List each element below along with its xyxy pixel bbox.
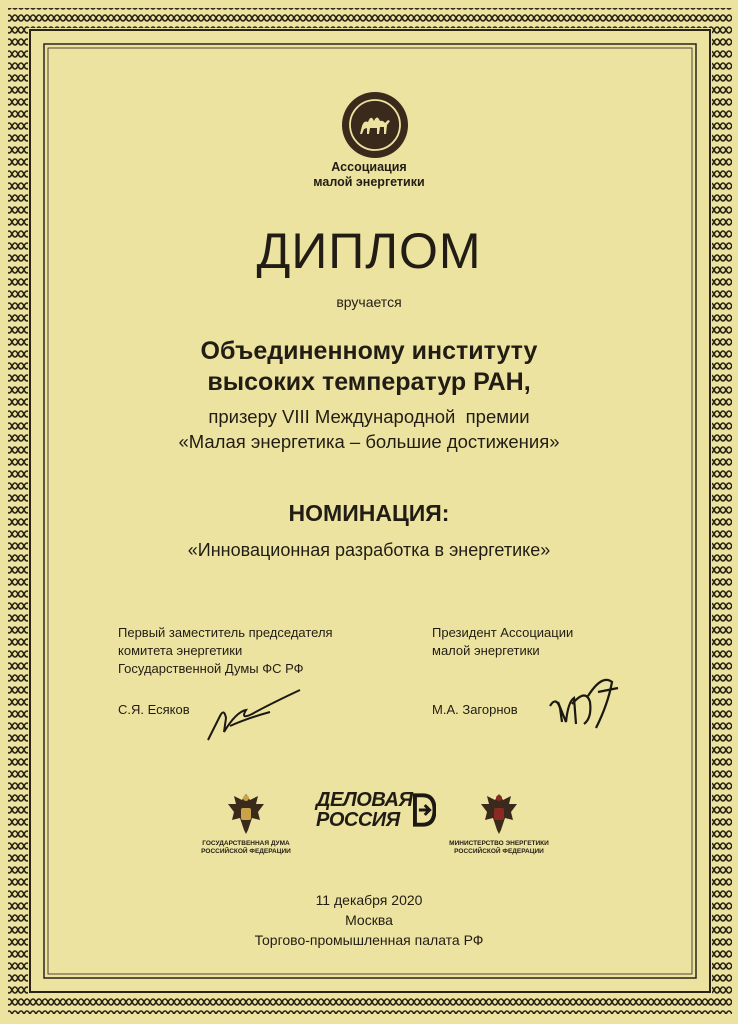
duma-logo-line2: РОССИЙСКОЙ ФЕДЕРАЦИИ (201, 848, 291, 855)
delovaya-rossiya-logo (316, 790, 436, 830)
left-signature (200, 682, 310, 744)
footer (0, 890, 738, 950)
left-signatory-title-line2: комитета энергетики (118, 643, 243, 658)
association-name-line2: малой энергетики (313, 175, 425, 189)
association-name (0, 160, 738, 190)
prize-line1: призеру VIII Международной премии (208, 406, 530, 427)
minenergo-logo (444, 790, 554, 856)
recipient-line2: высоких температур РАН, (207, 368, 531, 396)
left-signatory-title-line1: Первый заместитель председателя (118, 625, 333, 640)
recipient-name (0, 336, 738, 398)
double-headed-eagle-icon (479, 790, 519, 836)
nomination-value: «Инновационная разработка в энергетике» (187, 540, 551, 560)
recipient-line1: Объединенному институту (200, 337, 538, 365)
footer-city: Москва (345, 912, 393, 928)
delovaya-rossiya-line1: ДЕЛОВАЯ (316, 789, 413, 811)
prize-text (0, 404, 738, 454)
minenergo-logo-line2: РОССИЙСКОЙ ФЕДЕРАЦИИ (454, 848, 544, 855)
left-signatory-name: С.Я. Есяков (118, 702, 190, 717)
delovaya-rossiya-line2: РОССИЯ (316, 809, 400, 831)
left-signatory-title-line3: Государственной Думы ФС РФ (118, 661, 304, 676)
double-headed-eagle-icon (226, 790, 266, 836)
minenergo-logo-line1: МИНИСТЕРСТВО ЭНЕРГЕТИКИ (449, 840, 549, 847)
right-signature (546, 668, 626, 734)
prize-line2: «Малая энергетика – большие достижения» (178, 431, 560, 452)
right-signatory-name: М.А. Загорнов (432, 702, 518, 717)
nomination-label: НОМИНАЦИЯ: (288, 500, 450, 526)
camel-icon (340, 90, 410, 160)
footer-date: 11 декабря 2020 (315, 892, 423, 908)
delovaya-rossiya-mark-icon (413, 791, 436, 829)
association-name-line1: Ассоциация (331, 160, 407, 174)
awarded-text: вручается (336, 294, 402, 310)
footer-venue: Торгово-промышленная палата РФ (254, 932, 484, 948)
right-signatory-title-line2: малой энергетики (432, 643, 540, 658)
duma-logo-line1: ГОСУДАРСТВЕННАЯ ДУМА (202, 840, 290, 847)
right-signatory-title-line1: Президент Ассоциации (432, 625, 574, 640)
diploma-title: ДИПЛОМ (256, 223, 482, 279)
left-signatory-title (118, 624, 333, 678)
duma-logo (196, 790, 296, 856)
right-signatory-title (432, 624, 573, 660)
